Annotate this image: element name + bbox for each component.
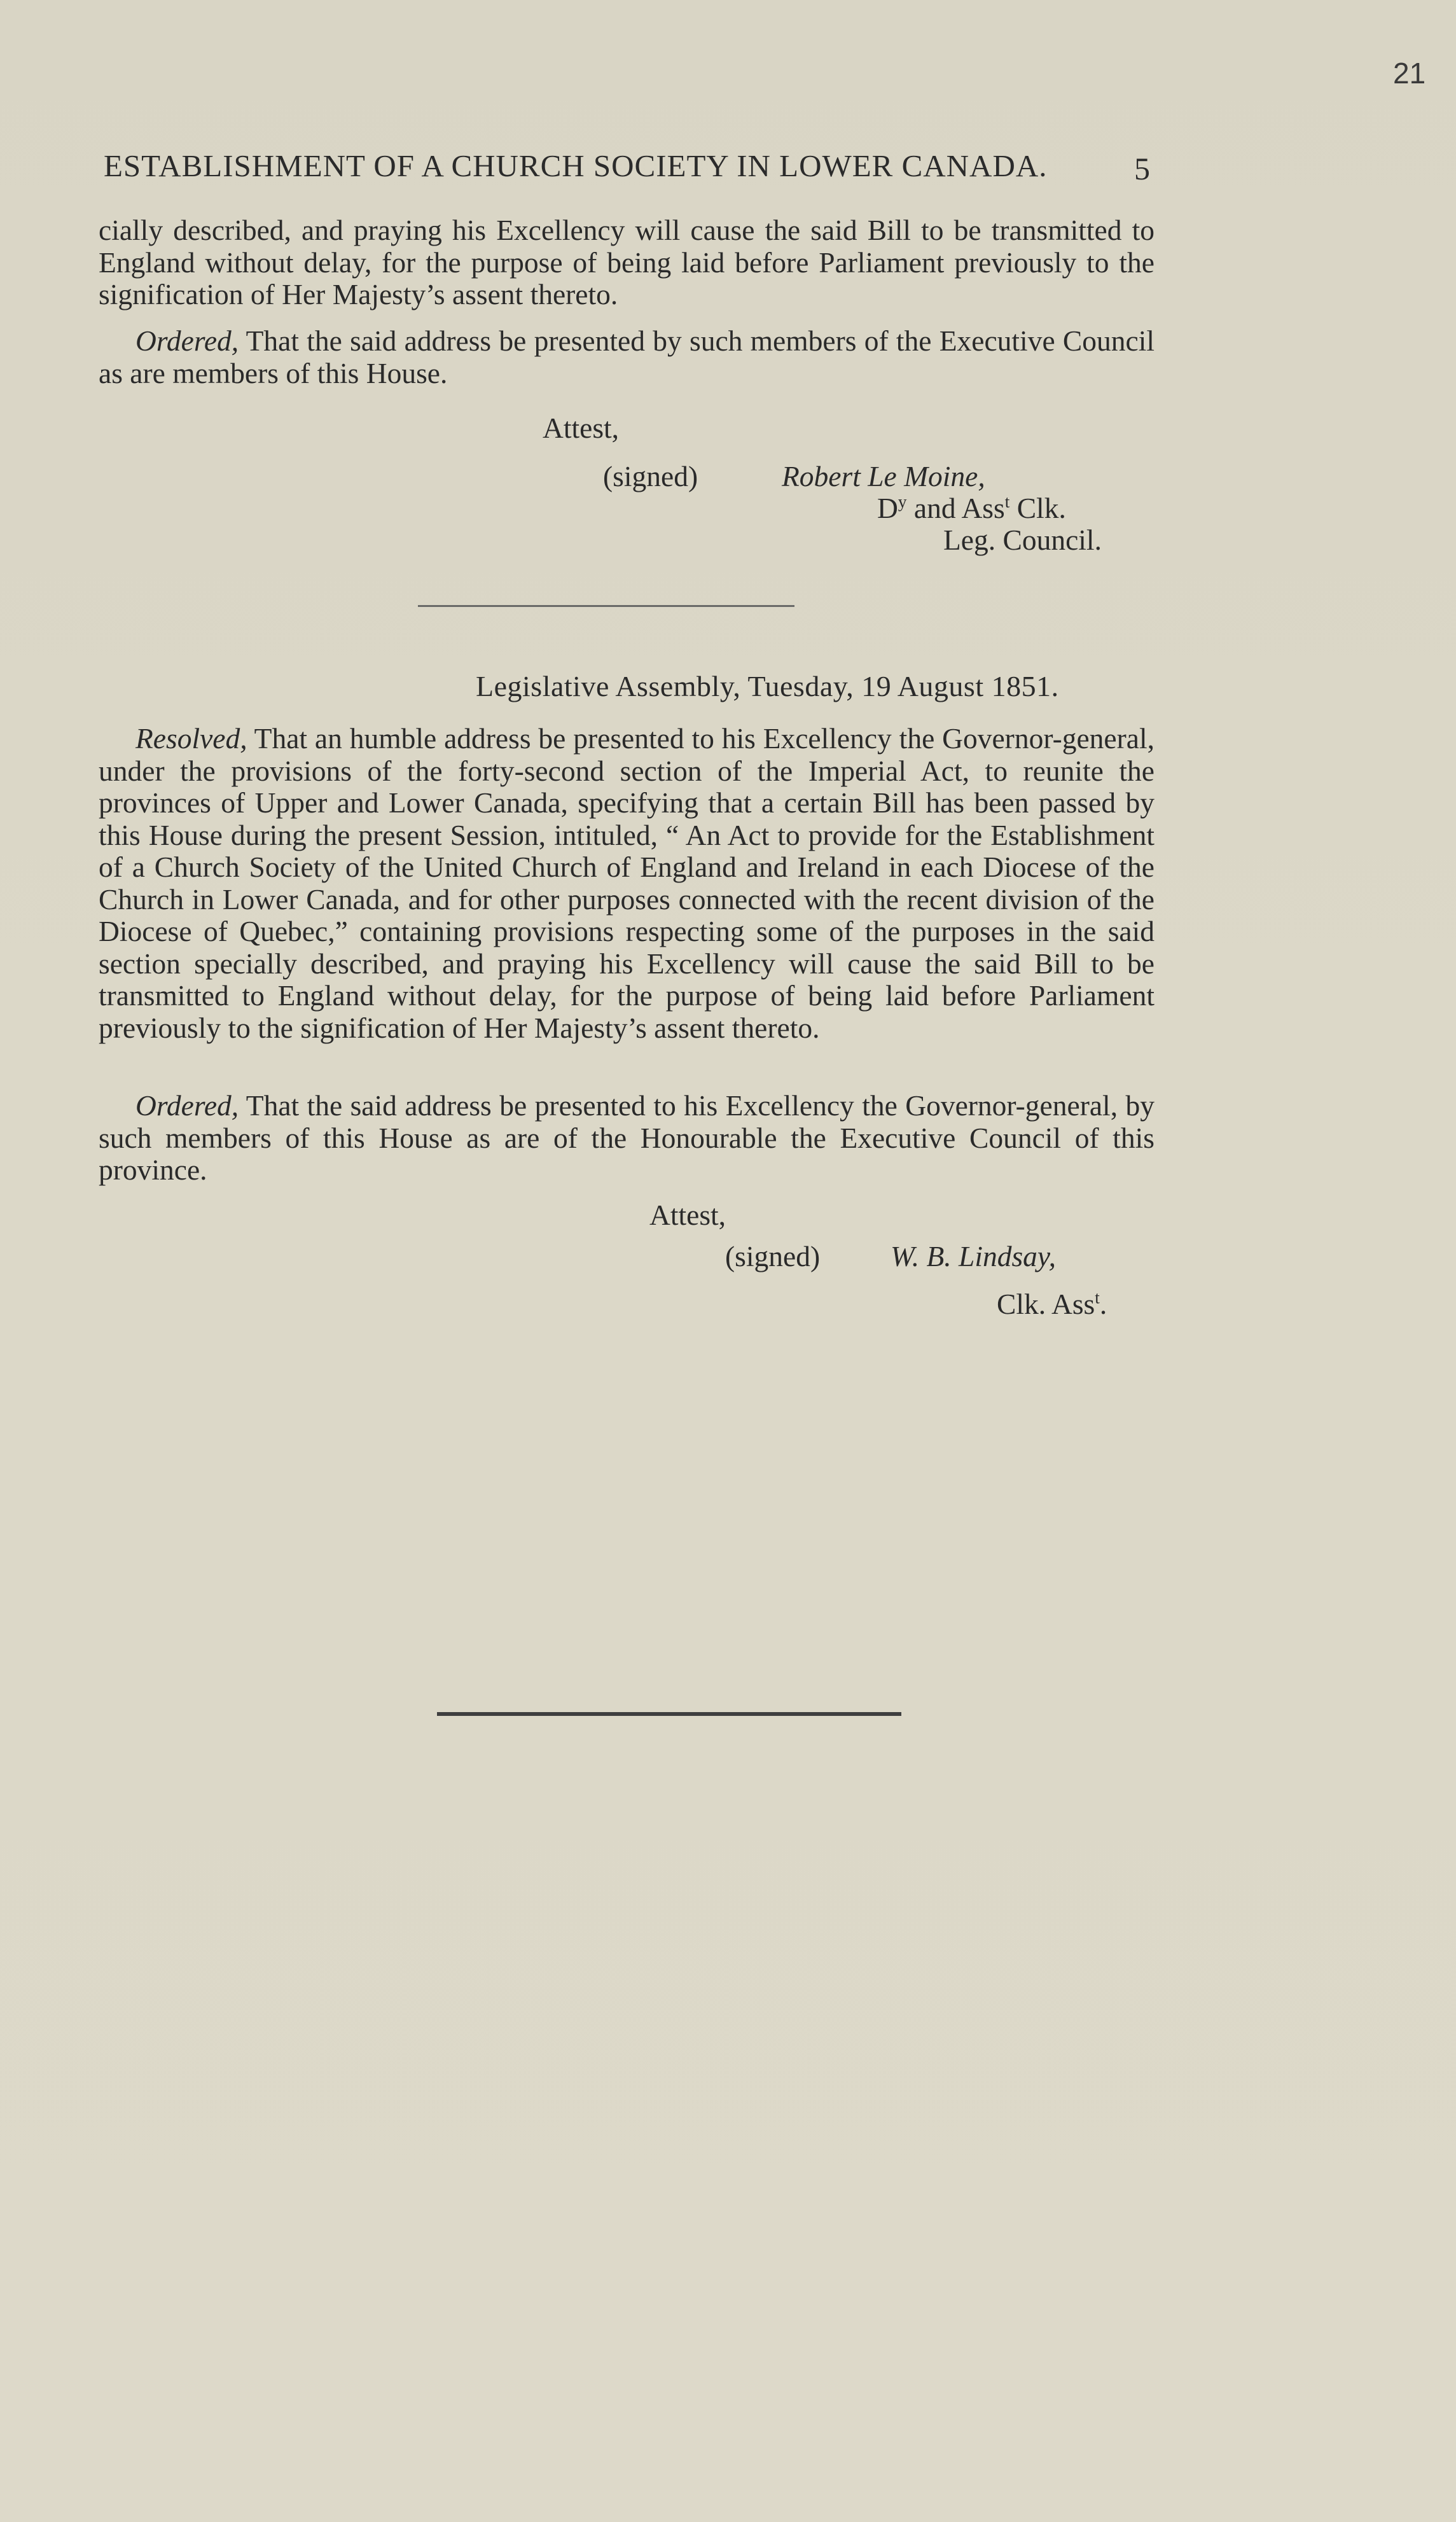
signature-body-1: Leg. Council.	[943, 524, 1102, 556]
signature-title-prefix: D	[877, 492, 898, 524]
paragraph-body: That an humble address be presented to his Excellency the Governor-general, under the provisions of the forty-second section of the Imperial Act, to reunite the provinces of Upper and Lower Canada, specifying that a certain Bill has been passed by this House during the present Session, intituled, “ An Act to provide for the Establishment of a Church Society of the United Church of England and Ireland in each Diocese of the Church in Lower Canada, and for other purposes connected with the recent division of the Diocese of Quebec,” containing provisions respecting some of the purposes in the said section specially described, and praying his Excellency will cause the said Bill to be transmitted to England without delay, for the purpose of being laid before Parliament previously to the signification of Her Majesty’s assent thereto.	[99, 722, 1154, 1044]
paragraph-text	[99, 723, 1154, 1044]
paragraph-body: That the said address be presented to his Excellency the Governor-general, by such members of this House as are of the Honourable the Executive Council of this province.	[99, 1089, 1154, 1186]
signature-title-2	[997, 1287, 1107, 1321]
section-divider	[418, 605, 794, 607]
paragraph-lead: Ordered,	[135, 324, 239, 357]
signature-title-sup: y	[898, 492, 907, 512]
paragraph-ordered-executive	[99, 325, 1154, 389]
signature-title-mid: and Ass	[906, 492, 1005, 524]
page-number: 21	[1393, 57, 1426, 90]
paragraph-lead: Ordered,	[135, 1089, 239, 1122]
signature-name-2: W. B. Lindsay,	[891, 1240, 1056, 1272]
paragraph-resolved	[99, 723, 1154, 1044]
paragraph-text	[99, 325, 1154, 389]
paragraph-ordered-governor	[99, 1090, 1154, 1187]
paragraph-lead: Resolved,	[135, 722, 247, 755]
end-rule	[437, 1712, 901, 1716]
signature-title-end: Clk.	[1009, 492, 1066, 524]
paragraph-text	[99, 1090, 1154, 1187]
signature-title-sup: t	[1004, 492, 1010, 512]
paragraph-continuation	[99, 214, 1154, 311]
running-head-folio: 5	[1134, 151, 1151, 186]
signature-title-main: Clk. Ass	[997, 1288, 1095, 1320]
running-head-title: ESTABLISHMENT OF A CHURCH SOCIETY IN LOWER CANADA.	[104, 148, 1048, 183]
signature-title-1	[877, 491, 1066, 525]
date-line: Legislative Assembly, Tuesday, 19 August 1851.	[476, 670, 1059, 702]
signature-title-end: .	[1099, 1288, 1107, 1320]
running-head	[104, 148, 1172, 184]
paragraph-text: cially described, and praying his Excellency will cause the said Bill to be transmitted to England without delay, for the purpose of being laid before Parliament previously to the signification of Her Majesty’s assent thereto.	[99, 214, 1154, 310]
paragraph-body: That the said address be presented by such members of the Executive Council as are members of this House.	[99, 324, 1154, 389]
signature-attest-1: Attest,	[543, 412, 620, 444]
signature-attest-2: Attest,	[649, 1199, 726, 1231]
signature-name-1: Robert Le Moine,	[782, 460, 985, 492]
signature-signed-2: (signed)	[725, 1240, 821, 1272]
signature-title-sup: t	[1095, 1288, 1100, 1307]
signature-signed-1: (signed)	[603, 460, 698, 492]
